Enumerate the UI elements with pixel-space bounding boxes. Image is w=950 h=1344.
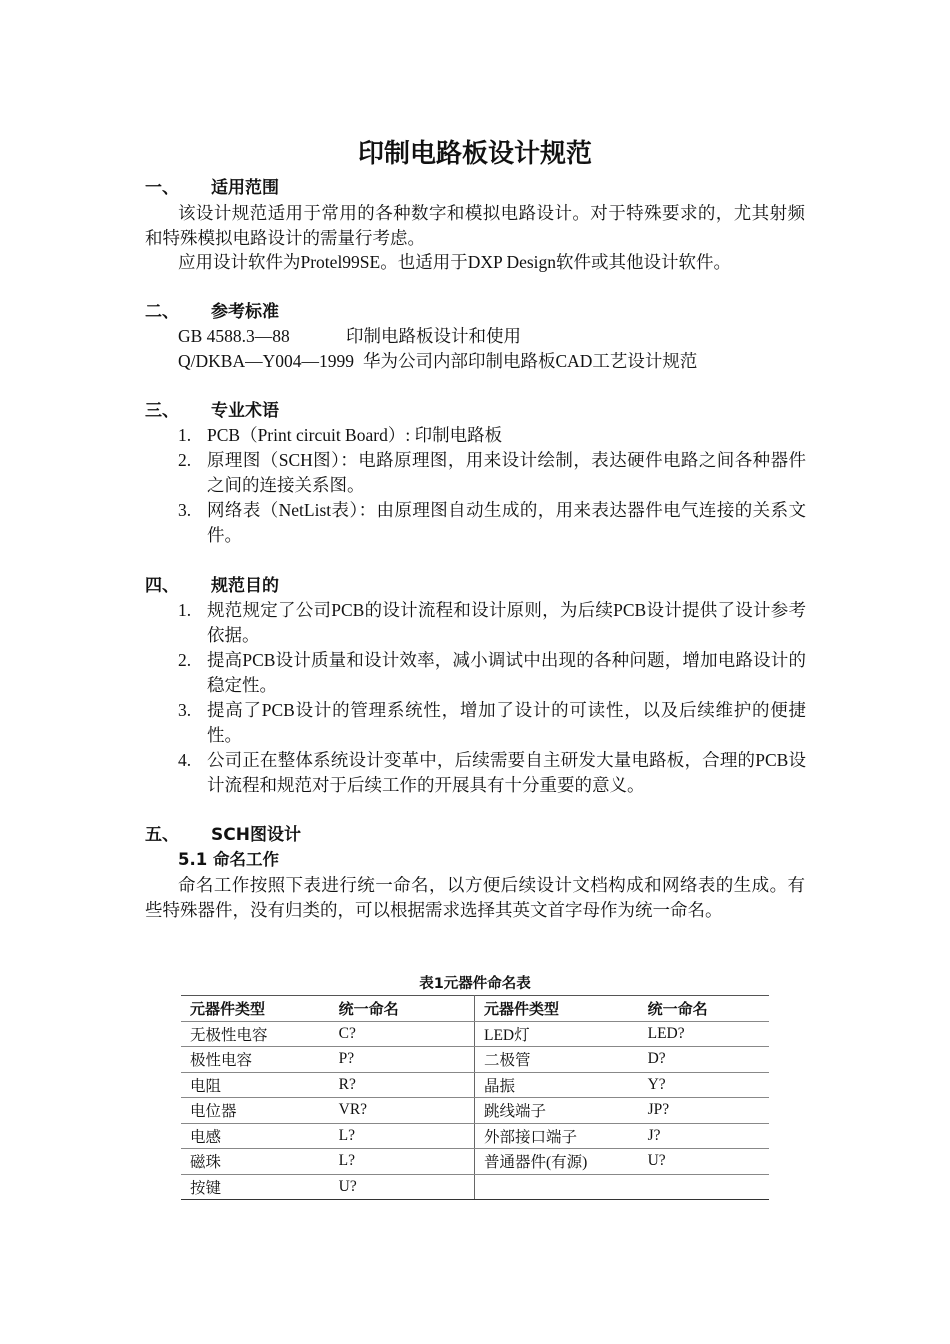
table-cell: 磁珠 — [181, 1149, 330, 1175]
section-title: 参考标准 — [211, 302, 279, 322]
table-cell: U? — [639, 1149, 769, 1175]
table-cell: 极性电容 — [181, 1047, 330, 1073]
section-heading-sch — [145, 822, 301, 848]
list-number: 2. — [178, 450, 192, 470]
list-item — [178, 448, 806, 498]
reference-code: Q/DKBA—Y004—1999 — [178, 351, 354, 371]
table-cell: L? — [330, 1123, 475, 1149]
table-cell: 电位器 — [181, 1098, 330, 1124]
table-cell: VR? — [330, 1098, 475, 1124]
list-item — [178, 423, 806, 448]
table-cell: J? — [639, 1123, 769, 1149]
table-row — [181, 1072, 769, 1098]
component-naming-table — [181, 995, 769, 1200]
section-number: 一、 — [145, 178, 179, 198]
table-cell: 晶振 — [475, 1072, 639, 1098]
table-cell: 按键 — [181, 1174, 330, 1200]
table-cell: P? — [330, 1047, 475, 1073]
list-text: PCB（Print circuit Board）: 印制电路板 — [207, 425, 503, 445]
list-number: 1. — [178, 600, 192, 620]
software-paragraph: 应用设计软件为Protel99SE。也适用于DXP Design软件或其他设计软件。 — [178, 252, 732, 272]
list-number: 3. — [178, 500, 192, 520]
table-cell — [475, 1174, 639, 1200]
scope-paragraph: 该设计规范适用于常用的各种数字和模拟电路设计。对于特殊要求的，尤其射频和特殊模拟电路设计的需量行考虑。 — [145, 203, 805, 248]
table-cell: LED? — [639, 1021, 769, 1047]
section-title: 适用范围 — [211, 178, 279, 198]
table-row — [181, 1123, 769, 1149]
table-cell: 二极管 — [475, 1047, 639, 1073]
table-cell — [639, 1174, 769, 1200]
list-text: 公司正在整体系统设计变革中，后续需要自主研发大量电路板，合理的PCB设计流程和规范对于后续工作的开展具有十分重要的意义。 — [207, 750, 806, 795]
table-cell: 电感 — [181, 1123, 330, 1149]
table-row — [181, 1098, 769, 1124]
table-row — [181, 1047, 769, 1073]
table-row — [181, 1174, 769, 1200]
section-heading-references — [145, 299, 279, 325]
table-caption: 表1元器件命名表 — [419, 976, 531, 992]
list-text: 提高了PCB设计的管理系统性，增加了设计的可读性，以及后续维护的便捷性。 — [207, 700, 806, 745]
table-cell: 外部接口端子 — [475, 1123, 639, 1149]
list-item — [178, 748, 806, 798]
list-number: 2. — [178, 650, 192, 670]
section-number: 二、 — [145, 302, 179, 322]
section-title: SCH图设计 — [211, 825, 301, 845]
list-number: 4. — [178, 750, 192, 770]
reference-code: GB 4588.3—88 — [178, 326, 290, 346]
table-row — [181, 1021, 769, 1047]
table-cell: 无极性电容 — [181, 1021, 330, 1047]
table-cell: L? — [330, 1149, 475, 1175]
list-item — [178, 648, 806, 698]
list-item — [178, 598, 806, 648]
table-cell: 普通器件(有源) — [475, 1149, 639, 1175]
subsection-heading: 5.1 命名工作 — [178, 850, 279, 869]
section-heading-purpose — [145, 573, 279, 599]
reference-line — [178, 324, 521, 349]
section-number: 三、 — [145, 401, 179, 421]
list-text: 规范规定了公司PCB的设计流程和设计原则，为后续PCB设计提供了设计参考依据。 — [207, 600, 806, 645]
list-item — [178, 498, 806, 548]
section-number: 四、 — [145, 576, 179, 596]
reference-line — [178, 349, 697, 374]
column-header: 统一命名 — [639, 996, 769, 1022]
naming-paragraph: 命名工作按照下表进行统一命名，以方便后续设计文档构成和网络表的生成。有些特殊器件，没有归类的，可以根据需求选择其英文首字母作为统一命名。 — [145, 875, 805, 920]
table-cell: LED灯 — [475, 1021, 639, 1047]
section-heading-scope — [145, 175, 279, 201]
section-title: 规范目的 — [211, 576, 279, 596]
table-cell: 电阻 — [181, 1072, 330, 1098]
table-cell: U? — [330, 1174, 475, 1200]
table-header-row — [181, 996, 769, 1022]
section-number: 五、 — [145, 825, 179, 845]
document-title: 印制电路板设计规范 — [357, 139, 592, 169]
table-cell: Y? — [639, 1072, 769, 1098]
list-item — [178, 698, 806, 748]
reference-name: 华为公司内部印制电路板CAD工艺设计规范 — [362, 351, 698, 371]
table-cell: JP? — [639, 1098, 769, 1124]
list-number: 3. — [178, 700, 192, 720]
section-heading-terms — [145, 398, 279, 424]
list-text: 网络表（NetList表）：由原理图自动生成的，用来表达器件电气连接的关系文件。 — [207, 500, 806, 545]
list-text: 原理图（SCH图）：电路原理图，用来设计绘制，表达硬件电路之间各种器件之间的连接关系图。 — [207, 450, 806, 495]
table-cell: D? — [639, 1047, 769, 1073]
table-cell: 跳线端子 — [475, 1098, 639, 1124]
list-text: 提高PCB设计质量和设计效率，减小调试中出现的各种问题，增加电路设计的稳定性。 — [207, 650, 806, 695]
section-title: 专业术语 — [211, 401, 279, 421]
table-row — [181, 1149, 769, 1175]
table-cell: R? — [330, 1072, 475, 1098]
list-number: 1. — [178, 425, 192, 445]
column-header: 统一命名 — [330, 996, 475, 1022]
table-cell: C? — [330, 1021, 475, 1047]
reference-name: 印制电路板设计和使用 — [346, 326, 521, 346]
column-header: 元器件类型 — [475, 996, 639, 1022]
column-header: 元器件类型 — [181, 996, 330, 1022]
